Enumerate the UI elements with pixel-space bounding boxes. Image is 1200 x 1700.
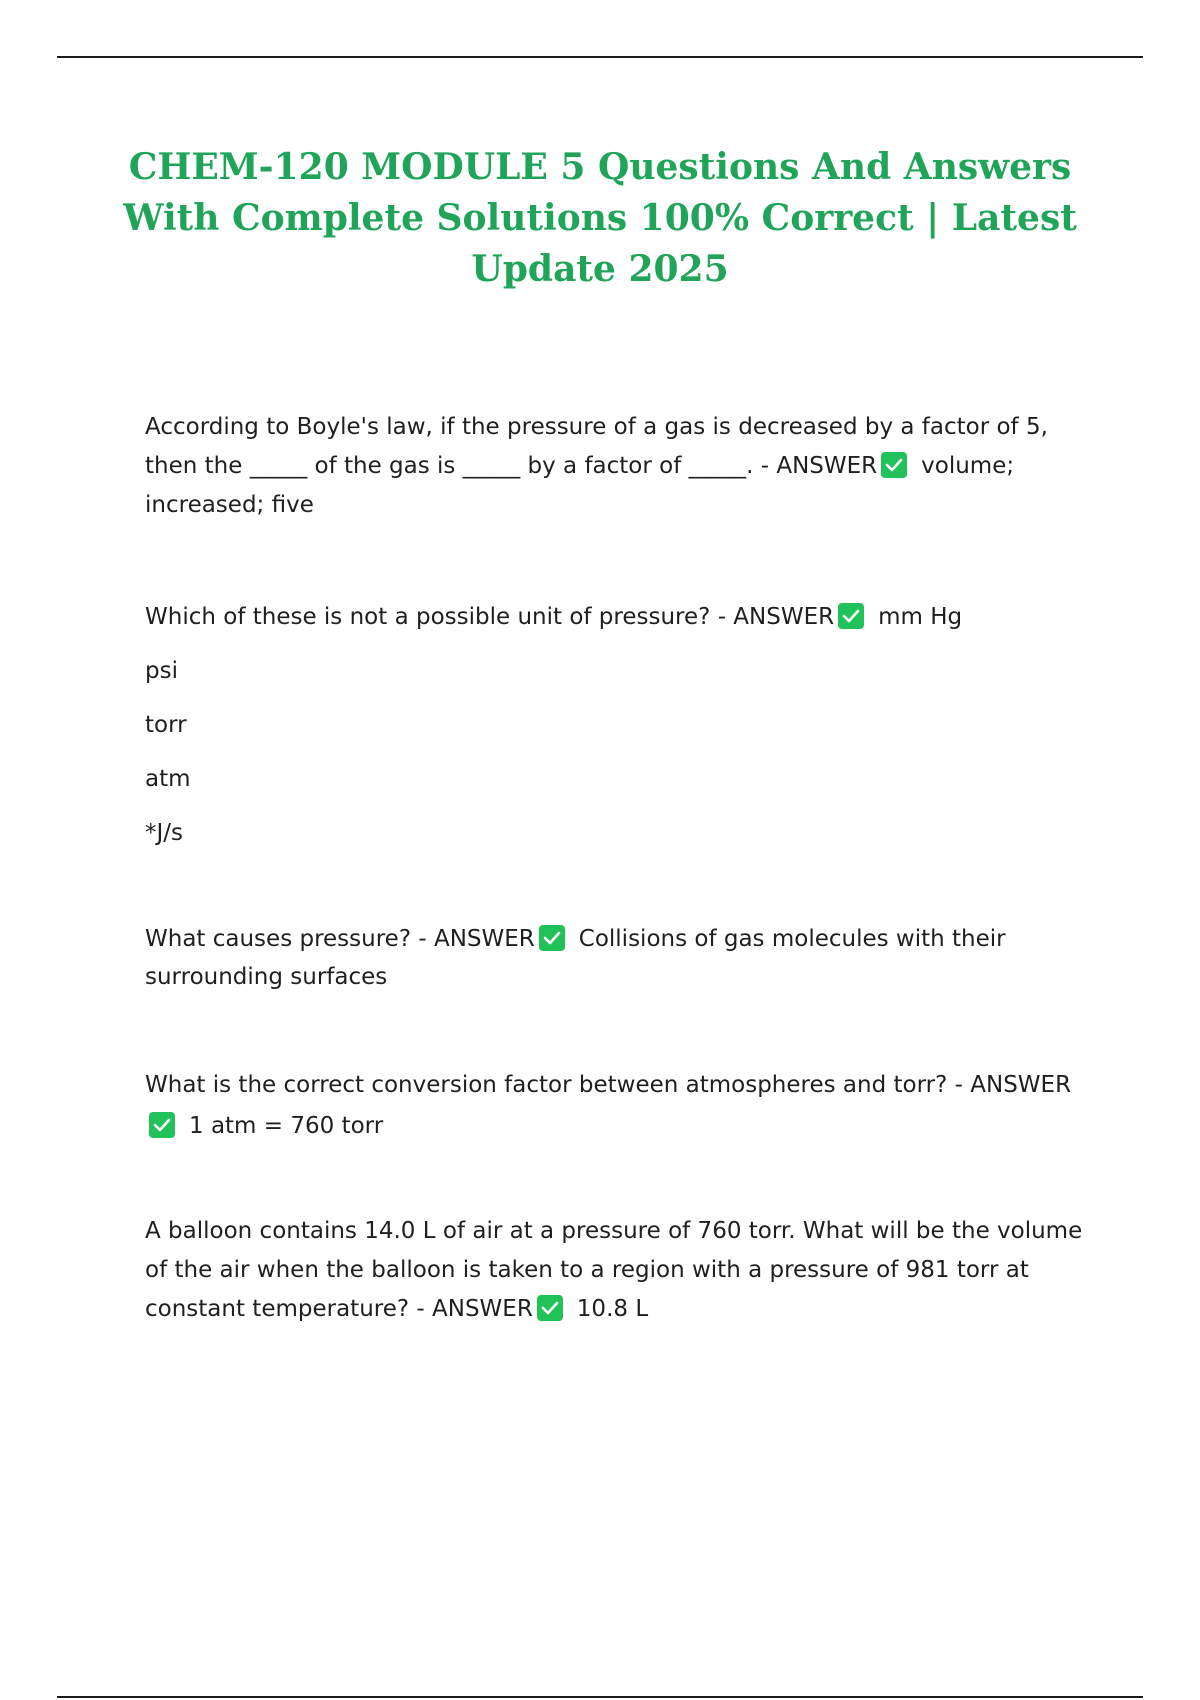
answer-text: 10.8 L — [576, 1296, 649, 1322]
question-text: A balloon contains 14.0 L of air at a pressure of 760 torr. What will be the volume of the air when the balloon is taken to a region with a pressure of 981 torr at constant temperature? — [145, 1218, 1083, 1322]
bottom-rule — [57, 1696, 1143, 1698]
qa-item-5 — [145, 1212, 1085, 1329]
check-box-icon — [537, 1295, 563, 1321]
answer-text: volume; increased; five — [145, 453, 1015, 518]
question-text: According to Boyle's law, if the pressure of a gas is decreased by a factor of 5, then the _____ of the gas is _____ by a factor of _____. — [145, 414, 1048, 479]
question-text: What causes pressure? — [145, 926, 412, 952]
document-title: CHEM-120 MODULE 5 Questions And Answers With Complete Solutions 100% Correct | Latest Update 2025 — [123, 146, 1077, 290]
top-rule — [57, 56, 1143, 58]
question-text: What is the correct conversion factor between atmospheres and torr? — [145, 1072, 948, 1098]
answer-text: Collisions of gas molecules with their surrounding surfaces — [145, 926, 1006, 990]
answer-text: 1 atm = 760 torr — [189, 1113, 384, 1139]
qa-item-1 — [145, 408, 1085, 525]
check-box-icon — [838, 603, 864, 629]
answer-option: psi — [145, 658, 178, 684]
answer-option: *J/s — [145, 820, 184, 846]
answer-marker: - ANSWER — [760, 453, 878, 479]
answer-marker: - ANSWER — [717, 604, 835, 630]
qa-item-3 — [145, 920, 1085, 996]
answer-option: atm — [145, 766, 191, 792]
answer-marker: - ANSWER — [954, 1072, 1072, 1098]
check-box-icon — [149, 1112, 175, 1138]
question-text: Which of these is not a possible unit of pressure? — [145, 604, 711, 630]
answer-marker: - ANSWER — [416, 1296, 533, 1322]
answer-option: torr — [145, 712, 187, 738]
check-box-icon — [881, 452, 907, 478]
check-box-icon — [539, 925, 565, 951]
qa-item-4 — [145, 1065, 1085, 1147]
answer-marker: - ANSWER — [418, 926, 535, 952]
answer-text: mm Hg — [878, 604, 963, 630]
qa-item-2 — [145, 598, 1085, 853]
